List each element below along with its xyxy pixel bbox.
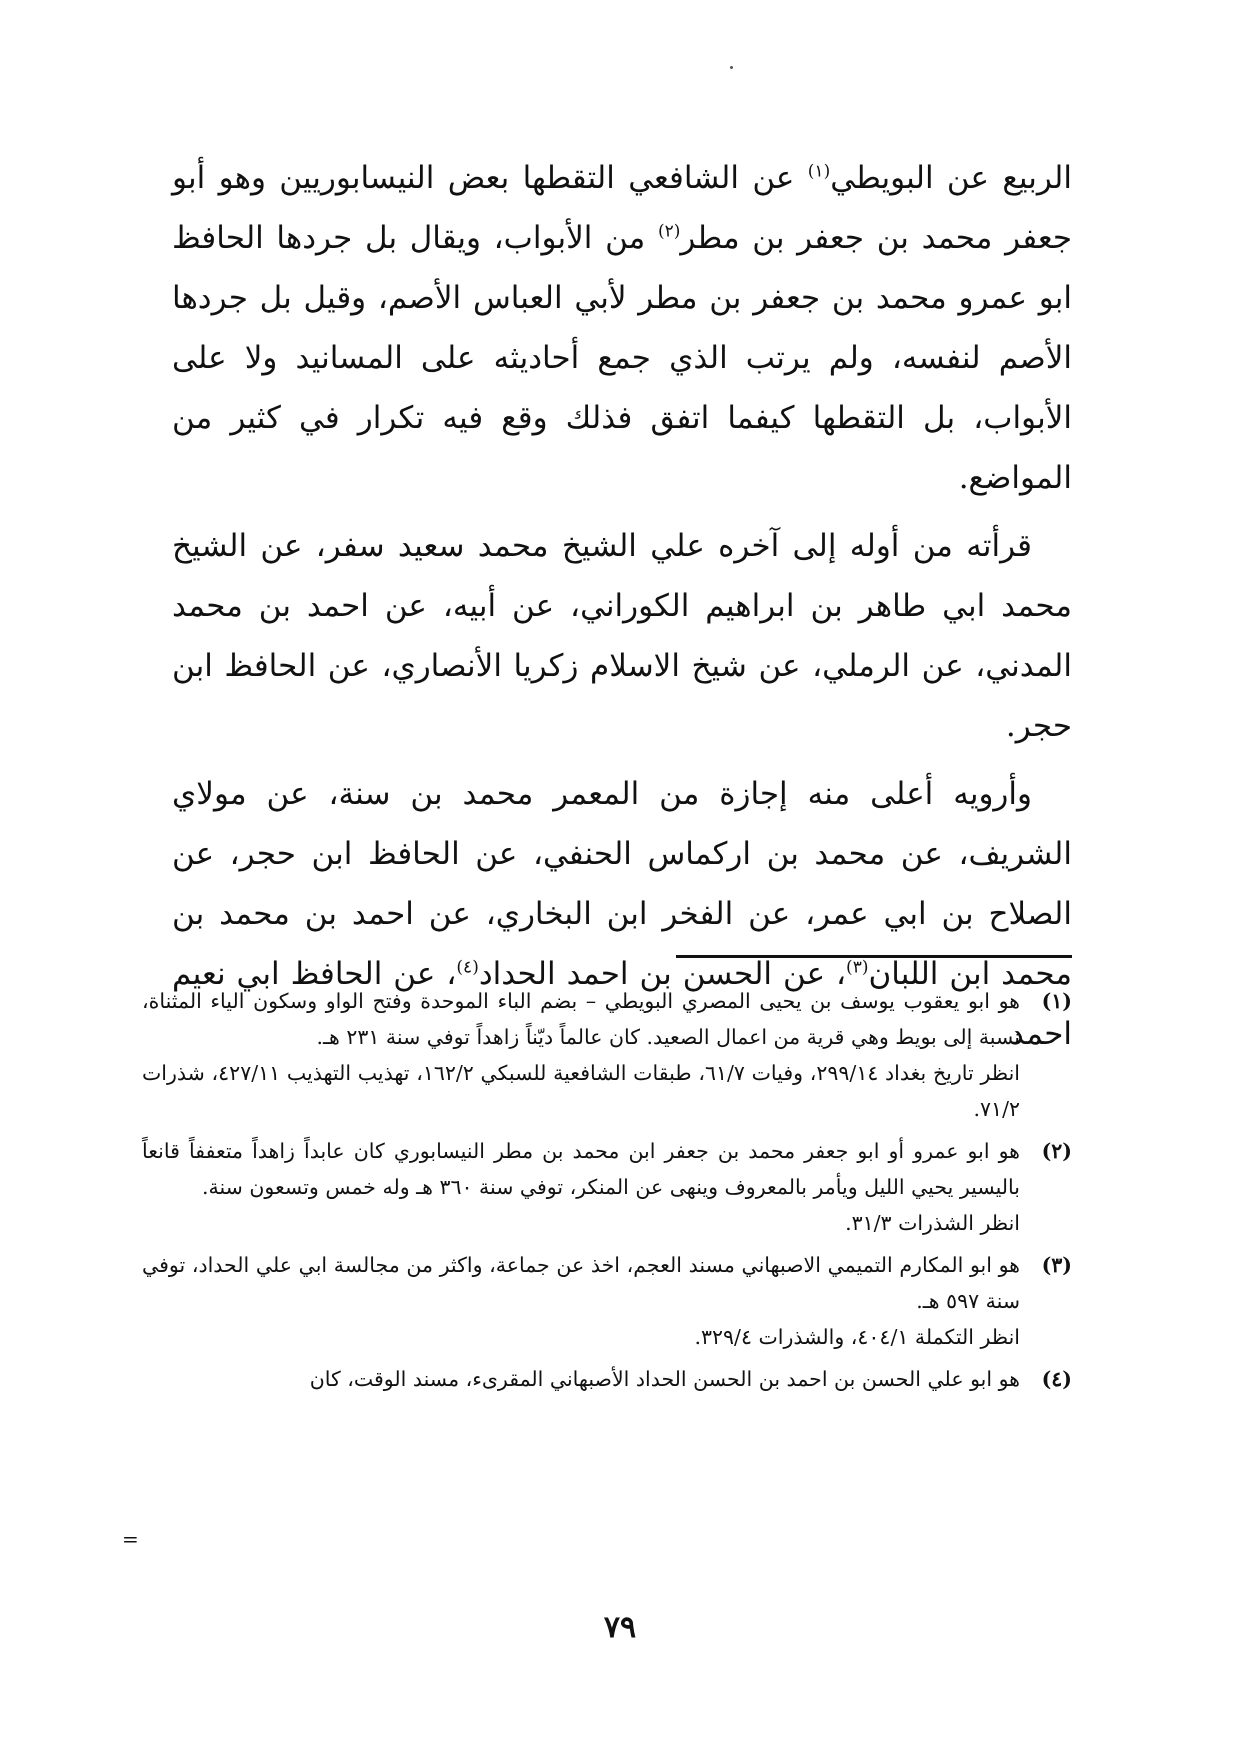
footnote-line: هو ابو يعقوب يوسف بن يحيى المصري البويطي – بضم الباء الموحدة وفتح الواو وسكون الياء المثناة، نسبة إلى بويط وهي قرية من اعمال الصعيد. كان عالماً ديّناً زاهداً توفي سنة ٢٣١ هـ. [142, 989, 1020, 1049]
footnote-body [142, 983, 1020, 1127]
footnote-line: هو ابو عمرو أو ابو جعفر محمد بن جعفر ابن محمد بن مطر النيسابوري كان عابداً زاهداً متعففاً قانعاً باليسير يحيي الليل ويأمر بالمعروف وينهى عن المنكر، توفي سنة ٣٦٠ هـ وله خمس وتسعون سنة. [142, 1139, 1020, 1199]
footnote-number: (٢) [1041, 1139, 1072, 1163]
p3-text-c: ، عن الحافظ ابي نعيم احمد [172, 956, 1072, 1052]
page-number: ٧٩ [603, 1610, 637, 1645]
footnote-number: (١) [1041, 989, 1072, 1013]
paragraph-2: قرأته من أوله إلى آخره علي الشيخ محمد سعيد سفر، عن الشيخ محمد ابي طاهر بن ابراهيم الكوراني، عن أبيه، عن احمد بن محمد المدني، عن الرملي، عن شيخ الاسلام زكريا الأنصاري، عن الحافظ ابن حجر. [172, 528, 1072, 744]
footnote-line: انظر الشذرات ٣١/٣. [845, 1211, 1020, 1235]
footnote-number: (٤) [1041, 1367, 1072, 1391]
footnote-1 [142, 983, 1072, 1127]
p3-text-a: وأرويه أعلى منه إجازة من المعمر محمد بن سنة، عن مولاي الشريف، عن محمد بن اركماس الحنفي، عن الحافظ ابن حجر، عن الصلاح بن ابي عمر، عن الفخر ابن البخاري، عن احمد بن محمد بن محمد ابن اللبان [172, 776, 1072, 992]
footnote-line: هو ابو المكارم التميمي الاصبهاني مسند العجم، اخذ عن جماعة، واكثر من مجالسة ابي علي الحداد، توفي سنة ٥٩٧ هـ. [142, 1253, 1020, 1313]
paragraph-1 [172, 148, 1072, 508]
footnote-separator [676, 955, 1072, 958]
footnote-ref-1: (١) [807, 161, 831, 182]
footnotes [142, 983, 1072, 1403]
footnote-ref-3: (٣) [846, 957, 869, 978]
footnote-2 [142, 1133, 1072, 1241]
footnote-body [142, 1133, 1020, 1241]
footnote-line: انظر تاريخ بغداد ٢٩٩/١٤، وفيات ٦١/٧، طبقات الشافعية للسبكي ١٦٢/٢، تهذيب التهذيب ٤٢٧/١١، شذرات ٧١/٢. [142, 1061, 1020, 1121]
continuation-mark: = [122, 1527, 139, 1551]
p1-text-a: الربيع عن البويطي [830, 160, 1072, 196]
p1-text-b: عن الشافعي التقطها بعض النيسابوريين وهو أبو جعفر محمد بن جعفر بن مطر [172, 160, 1072, 256]
footnote-ref-4: (٤) [456, 957, 479, 978]
footnote-4 [142, 1361, 1072, 1397]
footnote-ref-2: (٢) [657, 221, 681, 242]
footnote-line: هو ابو علي الحسن بن احمد بن الحسن الحداد الأصبهاني المقرىء، مسند الوقت، كان [309, 1367, 1020, 1391]
main-text [172, 148, 1072, 1072]
footnote-number: (٣) [1041, 1253, 1072, 1277]
footnote-line: انظر التكملة ٤٠٤/١، والشذرات ٣٢٩/٤. [694, 1325, 1020, 1349]
scan-speck [730, 66, 733, 69]
footnote-body [142, 1247, 1020, 1355]
footnote-3 [142, 1247, 1072, 1355]
p1-text-c: من الأبواب، ويقال بل جردها الحافظ ابو عمرو محمد بن جعفر بن مطر لأبي العباس الأصم، وقيل بل جردها الأصم لنفسه، ولم يرتب الذي جمع أحاديثه على المسانيد ولا على الأبواب، بل التقطها كيفما اتفق فذلك وقع فيه تكرار في كثير من المواضع. [172, 220, 1072, 496]
p3-text-b: ، عن الحسن بن احمد الحداد [478, 956, 847, 992]
footnote-body [142, 1361, 1020, 1397]
